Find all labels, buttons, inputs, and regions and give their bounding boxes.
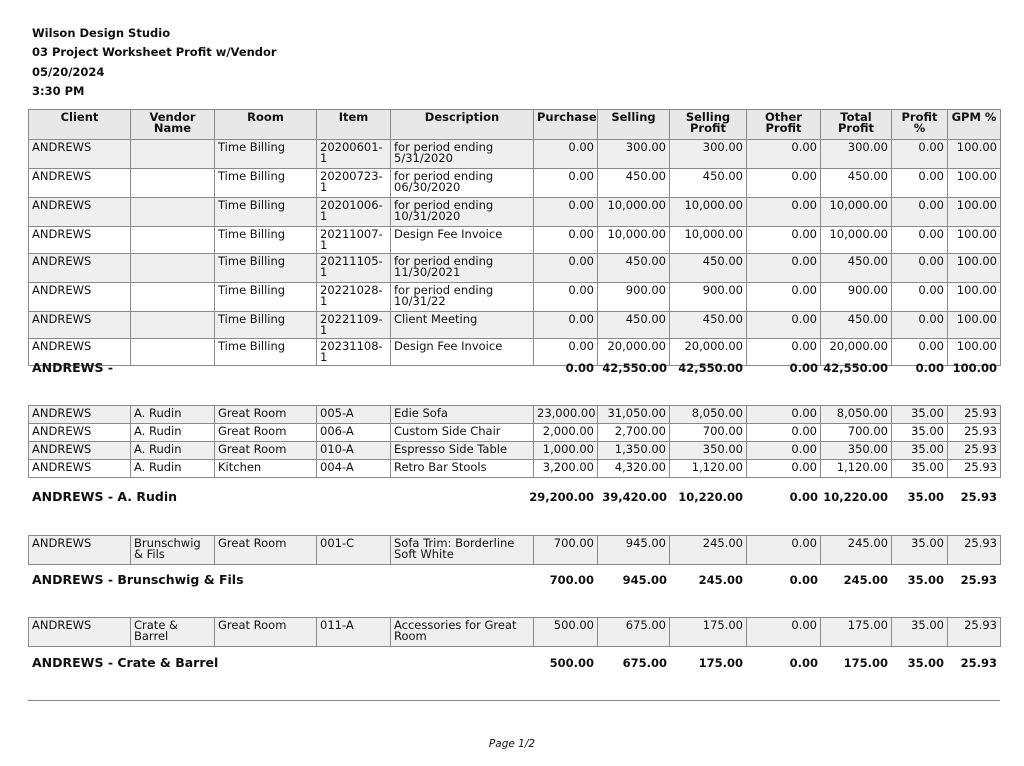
report-header [32,24,277,101]
cell-selling: 900.00 [598,283,670,312]
cell-selling-profit: 300.00 [670,140,747,169]
cell-item: 011-A [317,618,391,647]
cell-gpm-pct: 100.00 [948,227,1001,254]
table-row [29,536,1001,565]
cell-total-profit: 450.00 [821,312,892,339]
table-row [29,254,1001,283]
cell-room: Time Billing [215,169,317,198]
cell-gpm-pct: 100.00 [948,140,1001,169]
cell-profit-pct: 0.00 [892,169,948,198]
cell-selling: 450.00 [598,312,670,339]
cell-description: Accessories for Great Room [391,618,534,647]
cell-room: Time Billing [215,198,317,227]
cell-description: Design Fee Invoice [391,227,534,254]
cell-selling-profit: 900.00 [670,283,747,312]
cell-gpm-pct: 100.00 [948,169,1001,198]
total-selling: 945.00 [622,573,667,587]
report-title: 03 Project Worksheet Profit w/Vendor [32,45,277,60]
cell-selling-profit: 450.00 [670,169,747,198]
cell-gpm-pct: 100.00 [948,312,1001,339]
cell-selling-profit: 10,000.00 [670,198,747,227]
cell-vendor-name [131,227,215,254]
cell-room: Great Room [215,618,317,647]
cell-item: 004-A [317,460,391,478]
cell-selling: 10,000.00 [598,227,670,254]
cell-total-profit: 175.00 [821,618,892,647]
cell-description: Edie Sofa [391,406,534,424]
cell-description: for period ending 5/31/2020 [391,140,534,169]
cell-vendor-name [131,169,215,198]
total-selling-profit: 175.00 [698,656,743,670]
total-purchase: 500.00 [549,656,594,670]
col-header-selling-profit: Selling Profit [670,110,747,140]
cell-total-profit: 20,000.00 [821,339,892,366]
cell-purchase: 0.00 [534,339,598,366]
cell-vendor-name: A. Rudin [131,442,215,460]
table-row [29,283,1001,312]
cell-client: ANDREWS [29,283,131,312]
cell-purchase: 0.00 [534,227,598,254]
cell-purchase: 700.00 [534,536,598,565]
company-name: Wilson Design Studio [32,26,171,40]
cell-profit-pct: 35.00 [892,460,948,478]
cell-purchase: 0.00 [534,198,598,227]
worksheet-table [28,405,1001,478]
col-header-gpm-pct: GPM % [948,110,1001,140]
group-total-label: ANDREWS - Crate & Barrel [32,655,219,670]
cell-description: Design Fee Invoice [391,339,534,366]
table-row [29,424,1001,442]
cell-vendor-name [131,312,215,339]
cell-description: Espresso Side Table [391,442,534,460]
cell-purchase: 3,200.00 [534,460,598,478]
col-header-client: Client [29,110,131,140]
cell-other-profit: 0.00 [747,140,821,169]
cell-selling: 450.00 [598,169,670,198]
cell-item: 001-C [317,536,391,565]
cell-other-profit: 0.00 [747,254,821,283]
col-header-other-profit: Other Profit [747,110,821,140]
total-profit-pct: 0.00 [915,361,944,375]
cell-other-profit: 0.00 [747,198,821,227]
cell-profit-pct: 0.00 [892,254,948,283]
cell-purchase: 23,000.00 [534,406,598,424]
cell-client: ANDREWS [29,536,131,565]
col-header-vendor-name: Vendor Name [131,110,215,140]
cell-description: for period ending 10/31/22 [391,283,534,312]
cell-selling-profit: 20,000.00 [670,339,747,366]
cell-other-profit: 0.00 [747,460,821,478]
cell-total-profit: 10,000.00 [821,227,892,254]
table-row [29,312,1001,339]
total-other-profit: 0.00 [789,490,818,504]
cell-other-profit: 0.00 [747,406,821,424]
worksheet-table [28,617,1001,647]
total-total-profit: 175.00 [843,656,888,670]
cell-gpm-pct: 25.93 [948,460,1001,478]
total-selling-profit: 42,550.00 [678,361,743,375]
cell-gpm-pct: 25.93 [948,406,1001,424]
total-total-profit: 42,550.00 [823,361,888,375]
cell-item: 20200723-1 [317,169,391,198]
cell-selling-profit: 450.00 [670,254,747,283]
cell-vendor-name: Brunschwig & Fils [131,536,215,565]
group-total-label: ANDREWS - Brunschwig & Fils [32,572,244,587]
cell-purchase: 500.00 [534,618,598,647]
cell-item: 20211105-1 [317,254,391,283]
cell-profit-pct: 0.00 [892,283,948,312]
col-header-room: Room [215,110,317,140]
total-profit-pct: 35.00 [907,490,944,504]
cell-other-profit: 0.00 [747,536,821,565]
cell-other-profit: 0.00 [747,424,821,442]
cell-profit-pct: 0.00 [892,198,948,227]
cell-profit-pct: 35.00 [892,442,948,460]
page-number: Page 1/2 [488,738,536,750]
cell-client: ANDREWS [29,312,131,339]
total-profit-pct: 35.00 [907,573,944,587]
cell-selling: 20,000.00 [598,339,670,366]
group-total-label: ANDREWS - [32,360,114,375]
cell-other-profit: 0.00 [747,312,821,339]
report-date: 05/20/2024 [32,64,105,79]
cell-item: 006-A [317,424,391,442]
cell-total-profit: 450.00 [821,169,892,198]
cell-vendor-name: Crate & Barrel [131,618,215,647]
cell-selling-profit: 10,000.00 [670,227,747,254]
table-row [29,227,1001,254]
group-total-row [28,360,1000,376]
cell-vendor-name [131,198,215,227]
cell-item: 20221109-1 [317,312,391,339]
cell-description: Custom Side Chair [391,424,534,442]
cell-profit-pct: 0.00 [892,339,948,366]
cell-room: Great Room [215,442,317,460]
total-selling: 675.00 [622,656,667,670]
total-selling-profit: 245.00 [698,573,743,587]
cell-client: ANDREWS [29,460,131,478]
table-row [29,618,1001,647]
cell-room: Great Room [215,424,317,442]
cell-client: ANDREWS [29,406,131,424]
cell-client: ANDREWS [29,198,131,227]
cell-gpm-pct: 25.93 [948,442,1001,460]
total-selling: 39,420.00 [602,490,667,504]
total-gpm-pct: 100.00 [952,361,997,375]
report-time: 3:30 PM [32,83,85,98]
cell-vendor-name [131,140,215,169]
cell-item: 20231108-1 [317,339,391,366]
cell-profit-pct: 35.00 [892,536,948,565]
cell-room: Great Room [215,406,317,424]
cell-description: for period ending 06/30/2020 [391,169,534,198]
cell-total-profit: 8,050.00 [821,406,892,424]
cell-selling: 450.00 [598,254,670,283]
cell-item: 005-A [317,406,391,424]
cell-selling: 2,700.00 [598,424,670,442]
cell-item: 010-A [317,442,391,460]
cell-gpm-pct: 25.93 [948,536,1001,565]
cell-other-profit: 0.00 [747,169,821,198]
table-header-row [29,110,1001,140]
cell-room: Time Billing [215,227,317,254]
cell-gpm-pct: 25.93 [948,424,1001,442]
cell-total-profit: 245.00 [821,536,892,565]
total-other-profit: 0.00 [789,573,818,587]
cell-profit-pct: 0.00 [892,312,948,339]
cell-description: for period ending 11/30/2021 [391,254,534,283]
cell-other-profit: 0.00 [747,618,821,647]
cell-selling: 945.00 [598,536,670,565]
cell-vendor-name: A. Rudin [131,424,215,442]
cell-gpm-pct: 100.00 [948,254,1001,283]
cell-vendor-name: A. Rudin [131,406,215,424]
group-total-row [28,489,1000,505]
cell-gpm-pct: 100.00 [948,339,1001,366]
cell-client: ANDREWS [29,424,131,442]
total-selling-profit: 10,220.00 [678,490,743,504]
cell-other-profit: 0.00 [747,442,821,460]
cell-item: 20221028-1 [317,283,391,312]
cell-other-profit: 0.00 [747,339,821,366]
cell-total-profit: 700.00 [821,424,892,442]
cell-profit-pct: 35.00 [892,618,948,647]
cell-item: 20200601-1 [317,140,391,169]
total-gpm-pct: 25.93 [960,573,997,587]
cell-item: 20211007-1 [317,227,391,254]
cell-selling-profit: 350.00 [670,442,747,460]
cell-selling: 1,350.00 [598,442,670,460]
cell-purchase: 0.00 [534,312,598,339]
cell-room: Great Room [215,536,317,565]
cell-selling-profit: 1,120.00 [670,460,747,478]
cell-gpm-pct: 100.00 [948,283,1001,312]
total-profit-pct: 35.00 [907,656,944,670]
cell-client: ANDREWS [29,442,131,460]
cell-profit-pct: 0.00 [892,227,948,254]
cell-room: Time Billing [215,140,317,169]
cell-room: Time Billing [215,339,317,366]
cell-selling-profit: 245.00 [670,536,747,565]
cell-purchase: 0.00 [534,254,598,283]
cell-description: Client Meeting [391,312,534,339]
cell-client: ANDREWS [29,140,131,169]
cell-selling: 300.00 [598,140,670,169]
cell-purchase: 0.00 [534,169,598,198]
col-header-selling: Selling [598,110,670,140]
cell-profit-pct: 35.00 [892,424,948,442]
cell-selling-profit: 450.00 [670,312,747,339]
total-other-profit: 0.00 [789,656,818,670]
col-header-item: Item [317,110,391,140]
cell-client: ANDREWS [29,339,131,366]
cell-room: Time Billing [215,283,317,312]
cell-purchase: 0.00 [534,283,598,312]
cell-room: Time Billing [215,254,317,283]
table-row [29,169,1001,198]
cell-total-profit: 300.00 [821,140,892,169]
cell-purchase: 2,000.00 [534,424,598,442]
cell-total-profit: 900.00 [821,283,892,312]
cell-room: Time Billing [215,312,317,339]
cell-selling-profit: 175.00 [670,618,747,647]
cell-item: 20201006-1 [317,198,391,227]
group-total-label: ANDREWS - A. Rudin [32,489,178,504]
cell-description: Retro Bar Stools [391,460,534,478]
table-row [29,442,1001,460]
worksheet-table [28,535,1001,565]
col-header-description: Description [391,110,534,140]
table-row [29,460,1001,478]
cell-selling: 31,050.00 [598,406,670,424]
cell-client: ANDREWS [29,618,131,647]
cell-selling-profit: 8,050.00 [670,406,747,424]
cell-client: ANDREWS [29,169,131,198]
col-header-purchase: Purchase [534,110,598,140]
col-header-total-profit: Total Profit [821,110,892,140]
total-gpm-pct: 25.93 [960,656,997,670]
cell-vendor-name [131,283,215,312]
cell-total-profit: 450.00 [821,254,892,283]
cell-vendor-name: A. Rudin [131,460,215,478]
cell-profit-pct: 35.00 [892,406,948,424]
footer-divider [28,700,1000,701]
cell-total-profit: 10,000.00 [821,198,892,227]
table-row [29,140,1001,169]
cell-selling: 10,000.00 [598,198,670,227]
total-selling: 42,550.00 [602,361,667,375]
total-total-profit: 10,220.00 [823,490,888,504]
cell-client: ANDREWS [29,227,131,254]
total-gpm-pct: 25.93 [960,490,997,504]
cell-profit-pct: 0.00 [892,140,948,169]
cell-description: Sofa Trim: Borderline Soft White [391,536,534,565]
table-row [29,198,1001,227]
total-purchase: 700.00 [549,573,594,587]
cell-total-profit: 1,120.00 [821,460,892,478]
cell-client: ANDREWS [29,254,131,283]
cell-selling-profit: 700.00 [670,424,747,442]
cell-total-profit: 350.00 [821,442,892,460]
cell-room: Kitchen [215,460,317,478]
col-header-profit-pct: Profit % [892,110,948,140]
cell-other-profit: 0.00 [747,283,821,312]
total-other-profit: 0.00 [789,361,818,375]
cell-purchase: 1,000.00 [534,442,598,460]
total-total-profit: 245.00 [843,573,888,587]
cell-description: for period ending 10/31/2020 [391,198,534,227]
total-purchase: 29,200.00 [529,490,594,504]
cell-selling: 4,320.00 [598,460,670,478]
cell-gpm-pct: 100.00 [948,198,1001,227]
cell-gpm-pct: 25.93 [948,618,1001,647]
total-purchase: 0.00 [565,361,594,375]
cell-vendor-name [131,254,215,283]
worksheet-table [28,109,1001,366]
table-row [29,406,1001,424]
group-total-row [28,655,1000,671]
cell-purchase: 0.00 [534,140,598,169]
cell-selling: 675.00 [598,618,670,647]
cell-other-profit: 0.00 [747,227,821,254]
group-total-row [28,572,1000,588]
